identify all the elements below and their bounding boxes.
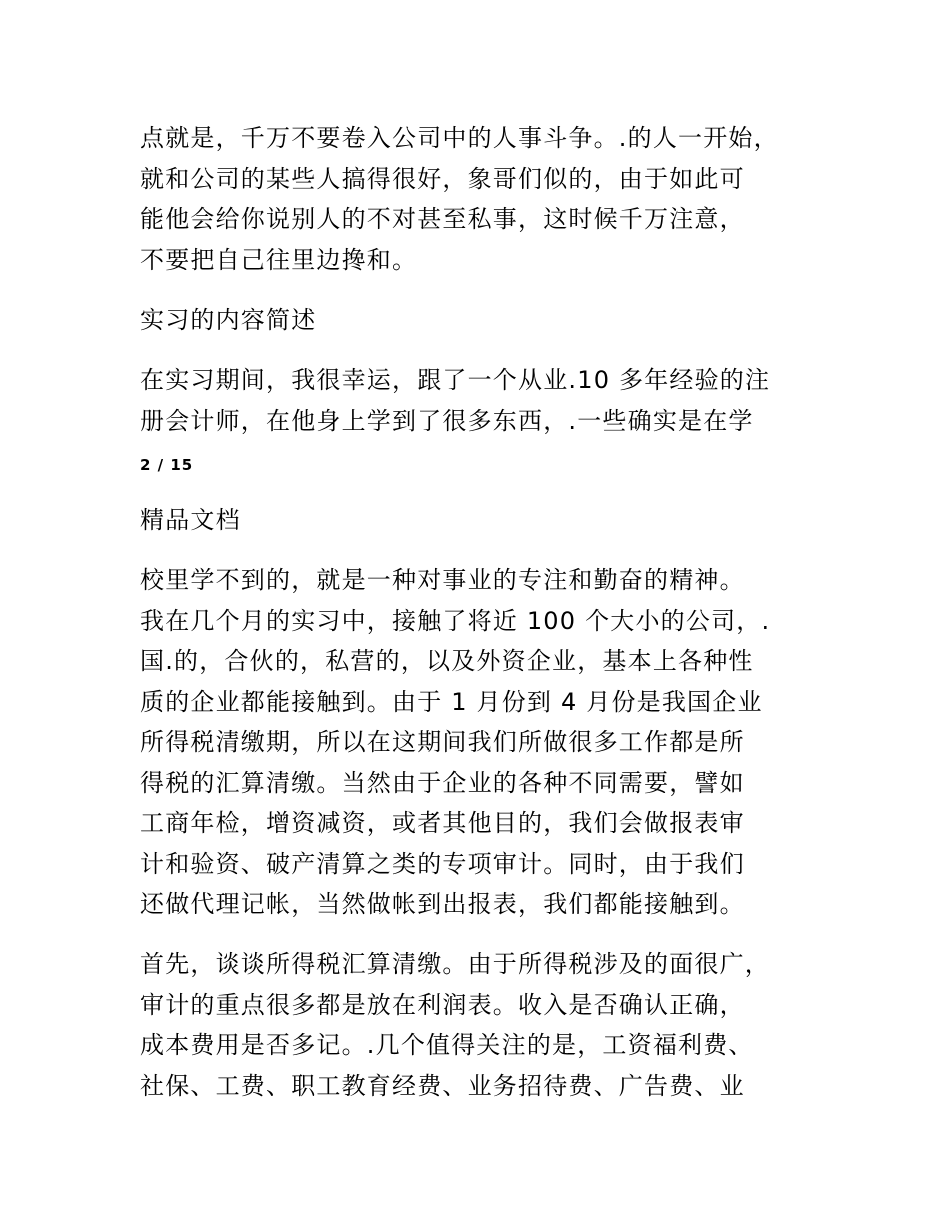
- paragraph-line: 在实习期间，我很幸运，跟了一个从业.10 多年经验的注: [140, 366, 771, 394]
- page-header-label: [140, 500, 840, 541]
- paragraph-line: 成本费用是否多记。.几个值得关注的是，工资福利费、: [140, 1031, 754, 1059]
- paragraph-line: 国.的，合伙的，私营的，以及外资企业，基本上各种性: [140, 647, 754, 675]
- paragraph-line: 审计的重点很多都是放在利润表。收入是否确认正确，: [140, 990, 745, 1019]
- paragraph-line: 不要把自己往里边搀和。: [140, 245, 418, 274]
- paragraph-line: 所得税清缴期，所以在这期间我们所做很多工作都是所: [140, 728, 745, 756]
- paragraph-2: [140, 360, 840, 441]
- page-number: 2 / 15: [140, 456, 194, 474]
- paragraph-line: 点就是，千万不要卷入公司中的人事斗争。.的人一开始，: [140, 124, 779, 152]
- paragraph-line: 就和公司的某些人搞得很好，象哥们似的，由于如此可: [140, 164, 745, 193]
- paragraph-line: 得税的汇算清缴。当然由于企业的各种不同需要，譬如: [140, 768, 745, 797]
- paragraph-4: [140, 944, 840, 1106]
- paragraph-line: 能他会给你说别人的不对甚至私事，这时候千万注意，: [140, 205, 745, 233]
- paragraph-line: 我在几个月的实习中，接触了将近 100 个大小的公司，.: [140, 606, 771, 635]
- paragraph-line: 质的企业都能接触到。由于 1 月份到 4 月份是我国企业: [140, 687, 763, 716]
- paragraph-line: 计和验资、破产清算之类的专项审计。同时，由于我们: [140, 849, 745, 878]
- paragraph-line: 册会计师，在他身上学到了很多东西，.一些确实是在学: [140, 406, 754, 435]
- paragraph-1: [140, 118, 840, 280]
- paragraph-line: 还做代理记帐，当然做帐到出报表，我们都能接触到。: [140, 890, 745, 918]
- paragraph-3: [140, 560, 840, 925]
- paragraph-line: 首先，谈谈所得税汇算清缴。由于所得税涉及的面很广，: [140, 950, 770, 978]
- section-heading-text: 实习的内容简述: [140, 306, 317, 334]
- section-heading: [140, 300, 840, 341]
- paragraph-line: 社保、工费、职工教育经费、业务招待费、广告费、业: [140, 1071, 745, 1100]
- paragraph-line: 校里学不到的，就是一种对事业的专注和勤奋的精神。: [140, 566, 745, 594]
- page-header-text: 精品文档: [140, 506, 241, 534]
- paragraph-line: 工商年检，增资减资，或者其他目的，我们会做报表审: [140, 809, 745, 837]
